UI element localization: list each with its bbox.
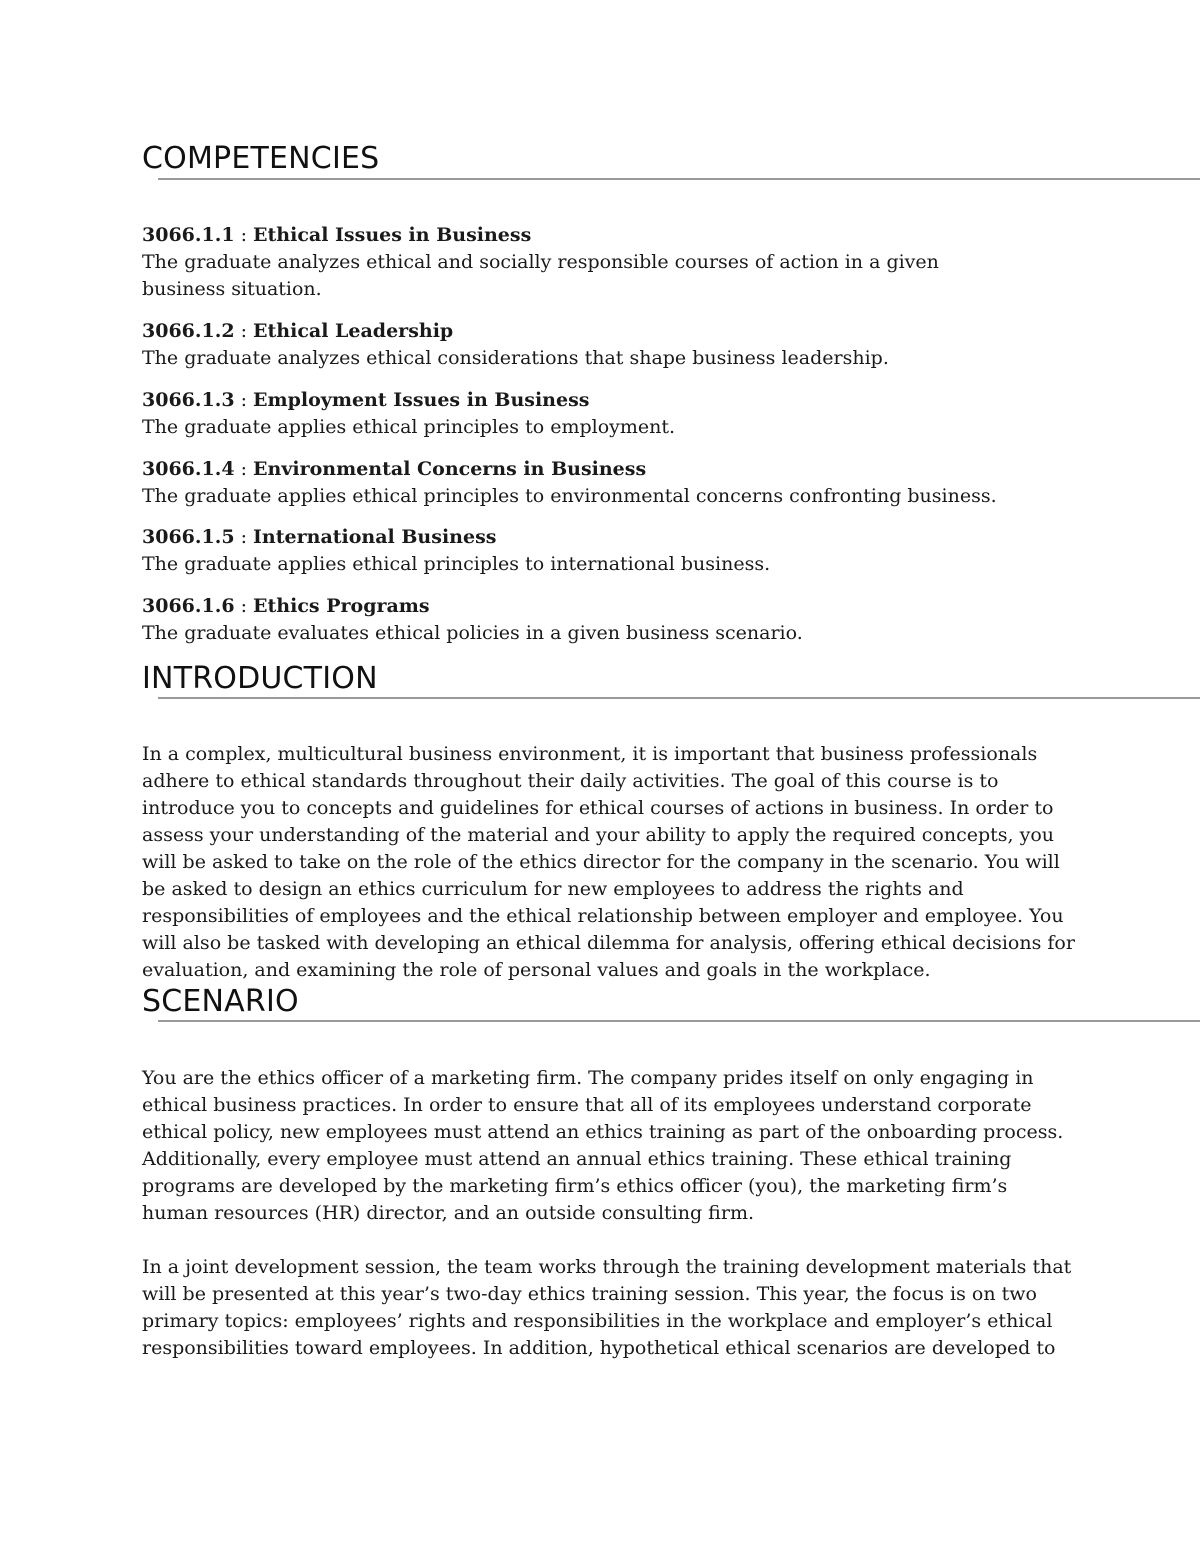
- competency-title: [142, 387, 1042, 414]
- competencies-rule: [158, 178, 1200, 180]
- competency-description: The graduate analyzes ethical and socially responsible courses of action in a given business situation.: [142, 251, 939, 300]
- competency-title: [142, 456, 1042, 483]
- competency-name: International Business: [253, 526, 497, 548]
- competency-name: Environmental Concerns in Business: [253, 458, 647, 480]
- competency-title: [142, 524, 1042, 551]
- scenario-heading: SCENARIO: [142, 984, 299, 1019]
- competency-description: The graduate analyzes ethical considerations that shape business leadership.: [142, 347, 889, 369]
- introduction-heading: INTRODUCTION: [142, 661, 378, 696]
- competency-separator: :: [234, 320, 254, 342]
- competency-item: [142, 387, 1042, 441]
- competency-description: The graduate applies ethical principles to environmental concerns confronting business.: [142, 485, 997, 507]
- introduction-body: In a complex, multicultural business environment, it is important that business professionals adhere to ethical standards throughout their daily activities. The goal of this course is to introduce you to concepts and guidelines for ethical courses of actions in business. In order to assess your understanding of the material and your ability to apply the required concepts, you will be asked to take on the role of the ethics director for the company in the scenario. You will be asked to design an ethics curriculum for new employees to address the rights and responsibilities of employees and the ethical relationship between employer and employee. You will also be tasked with developing an ethical dilemma for analysis, offering ethical decisions for evaluation, and examining the role of personal values and goals in the workplace.: [142, 743, 1075, 981]
- competency-title: [142, 222, 1042, 249]
- competency-separator: :: [234, 224, 254, 246]
- competency-code: 3066.1.4: [142, 458, 235, 480]
- competency-name: Employment Issues in Business: [253, 389, 590, 411]
- competency-code: 3066.1.5: [142, 526, 235, 548]
- competency-code: 3066.1.1: [142, 224, 235, 246]
- competency-title: [142, 318, 1042, 345]
- competency-separator: :: [234, 526, 254, 548]
- competency-title: [142, 593, 1042, 620]
- competency-description: The graduate applies ethical principles to employment.: [142, 416, 676, 438]
- scenario-paragraph: You are the ethics officer of a marketing firm. The company prides itself on only engaging in ethical business practices. In order to ensure that all of its employees understand corporate ethical policy, new employees must attend an ethics training as part of the onboarding process. Additionally, every employee must attend an annual ethics training. These ethical training programs are developed by the marketing firm’s ethics officer (you), the marketing firm’s human resources (HR) director, and an outside consulting firm.: [142, 1067, 1064, 1224]
- competency-item: [142, 524, 1042, 578]
- competency-code: 3066.1.3: [142, 389, 235, 411]
- scenario-rule: [158, 1020, 1200, 1022]
- scenario-paragraph: In a joint development session, the team works through the training development materials that will be presented at this year’s two-day ethics training session. This year, the focus is on two primary topics: employees’ rights and responsibilities in the workplace and employer’s ethical responsibilities toward employees. In addition, hypothetical ethical scenarios are developed to: [142, 1256, 1072, 1359]
- introduction-rule: [158, 697, 1200, 699]
- competency-item: [142, 318, 1042, 372]
- competency-item: [142, 222, 1042, 303]
- competency-description: The graduate applies ethical principles to international business.: [142, 553, 771, 575]
- competency-separator: :: [234, 389, 254, 411]
- competency-code: 3066.1.2: [142, 320, 235, 342]
- competencies-heading: COMPETENCIES: [142, 141, 380, 176]
- competency-separator: :: [234, 595, 254, 617]
- competency-code: 3066.1.6: [142, 595, 235, 617]
- competency-name: Ethical Leadership: [253, 320, 454, 342]
- competency-description: The graduate evaluates ethical policies in a given business scenario.: [142, 622, 803, 644]
- competency-item: [142, 593, 1042, 647]
- competency-name: Ethical Issues in Business: [253, 224, 532, 246]
- competency-name: Ethics Programs: [253, 595, 430, 617]
- competency-separator: :: [234, 458, 254, 480]
- competency-item: [142, 456, 1042, 510]
